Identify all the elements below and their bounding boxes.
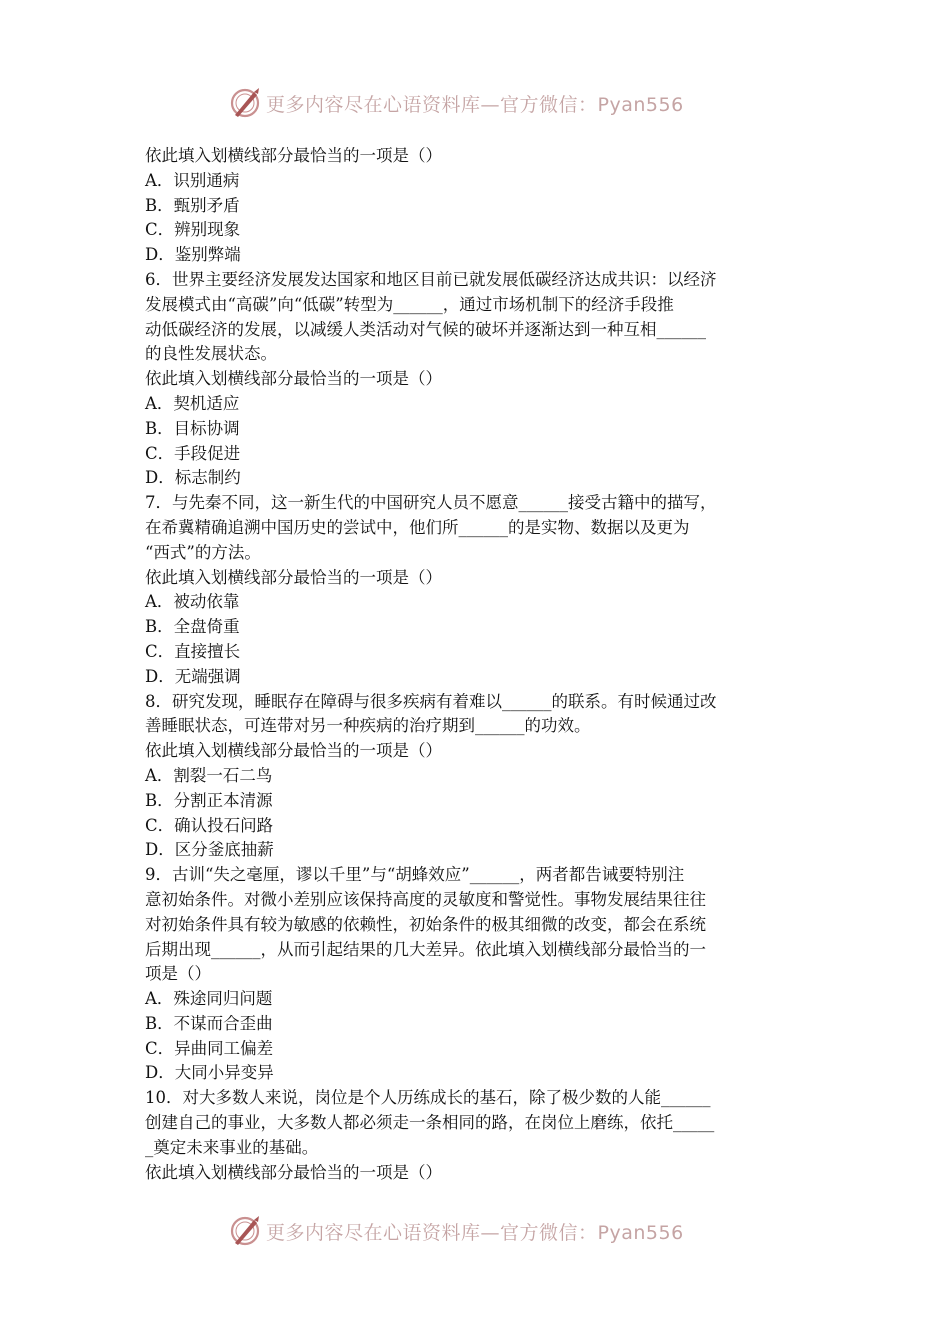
question-prompt: 依此填入划横线部分最恰当的一项是（） bbox=[145, 146, 442, 165]
footer-banner-text bbox=[266, 1218, 684, 1245]
question-9-line-5: 项是（） bbox=[145, 964, 211, 984]
question-6-line-1: 6．世界主要经济发展发达国家和地区目前已就发展低碳经济达成共识：以经济 bbox=[145, 269, 717, 289]
option-d: D．无端强调 bbox=[145, 666, 241, 686]
option-d: D．鉴别弊端 bbox=[145, 245, 241, 265]
option-a: A．识别通病 bbox=[145, 170, 240, 190]
question-10-line-3: _奠定未来事业的基础。 bbox=[145, 1137, 319, 1157]
question-7-line-3: “西式”的方法。 bbox=[145, 542, 261, 562]
option-b: B．甄别矛盾 bbox=[145, 195, 240, 215]
footer-banner bbox=[228, 1211, 728, 1251]
question-10-line-2: 创建自己的事业，大多数人都必须走一条相同的路，在岗位上磨练，依托_____ bbox=[145, 1113, 715, 1133]
question-9-line-1: 9．古训“失之毫厘，谬以千里”与“胡蜂效应”______，两者都告诫要特别注 bbox=[145, 865, 685, 885]
header-banner bbox=[228, 83, 728, 123]
banner-wechat-id: Pyan556 bbox=[597, 1221, 684, 1244]
question-7-line-1: 7．与先秦不同，这一新生代的中国研究人员不愿意______接受古籍中的描写， bbox=[145, 493, 717, 513]
option-b: B．不谋而合歪曲 bbox=[145, 1013, 273, 1033]
option-a: A．殊途同归问题 bbox=[145, 989, 273, 1009]
option-c: C．辨别现象 bbox=[145, 220, 241, 240]
question-6-line-3: 动低碳经济的发展，以减缓人类活动对气候的破坏并逐渐达到一种互相______ bbox=[145, 319, 706, 339]
option-c: C．确认投石问路 bbox=[145, 815, 274, 835]
question-prompt: 依此填入划横线部分最恰当的一项是（） bbox=[145, 567, 442, 587]
question-6-line-4: 的良性发展状态。 bbox=[145, 344, 277, 364]
question-8-line-1: 8．研究发现，睡眠存在障碍与很多疾病有着难以______的联系。有时候通过改 bbox=[145, 691, 717, 711]
quill-seal-icon bbox=[228, 1214, 262, 1248]
option-a: A．契机适应 bbox=[145, 393, 240, 413]
question-prompt: 依此填入划横线部分最恰当的一项是（） bbox=[145, 1162, 442, 1182]
option-a: A．被动依靠 bbox=[145, 592, 240, 612]
option-c: C．直接擅长 bbox=[145, 641, 241, 661]
document-body bbox=[145, 144, 810, 1185]
banner-label: 更多内容尽在心语资料库—官方微信： bbox=[266, 1221, 598, 1244]
question-6-line-2: 发展模式由“高碳”向“低碳”转型为______，通过市场机制下的经济手段推 bbox=[145, 294, 674, 314]
header-banner-text bbox=[266, 90, 684, 117]
option-b: B．全盘倚重 bbox=[145, 617, 240, 637]
question-7-line-2: 在希冀精确追溯中国历史的尝试中，他们所______的是实物、数据以及更为 bbox=[145, 517, 690, 537]
option-c: C．异曲同工偏差 bbox=[145, 1038, 274, 1058]
option-d: D．标志制约 bbox=[145, 468, 241, 488]
option-d: D．大同小异变异 bbox=[145, 1063, 274, 1083]
question-prompt: 依此填入划横线部分最恰当的一项是（） bbox=[145, 369, 442, 389]
question-9-line-3: 对初始条件具有较为敏感的依赖性，初始条件的极其细微的改变，都会在系统 bbox=[145, 914, 706, 934]
question-10-line-1: 10．对大多数人来说，岗位是个人历练成长的基石，除了极少数的人能______ bbox=[145, 1088, 711, 1108]
quill-seal-icon bbox=[228, 86, 262, 120]
question-prompt: 依此填入划横线部分最恰当的一项是（） bbox=[145, 741, 442, 761]
option-b: B．分割正本清源 bbox=[145, 790, 273, 810]
question-8-line-2: 善睡眠状态，可连带对另一种疾病的治疗期到______的功效。 bbox=[145, 716, 591, 736]
banner-wechat-id: Pyan556 bbox=[597, 93, 684, 116]
option-a: A．割裂一石二鸟 bbox=[145, 765, 273, 785]
banner-label: 更多内容尽在心语资料库—官方微信： bbox=[266, 93, 598, 116]
option-c: C．手段促进 bbox=[145, 443, 241, 463]
option-b: B．目标协调 bbox=[145, 418, 240, 438]
option-d: D．区分釜底抽薪 bbox=[145, 840, 274, 860]
question-9-line-4: 后期出现______，从而引起结果的几大差异。依此填入划横线部分最恰当的一 bbox=[145, 939, 706, 959]
question-9-line-2: 意初始条件。对微小差别应该保持高度的灵敏度和警觉性。事物发展结果往往 bbox=[145, 889, 706, 909]
